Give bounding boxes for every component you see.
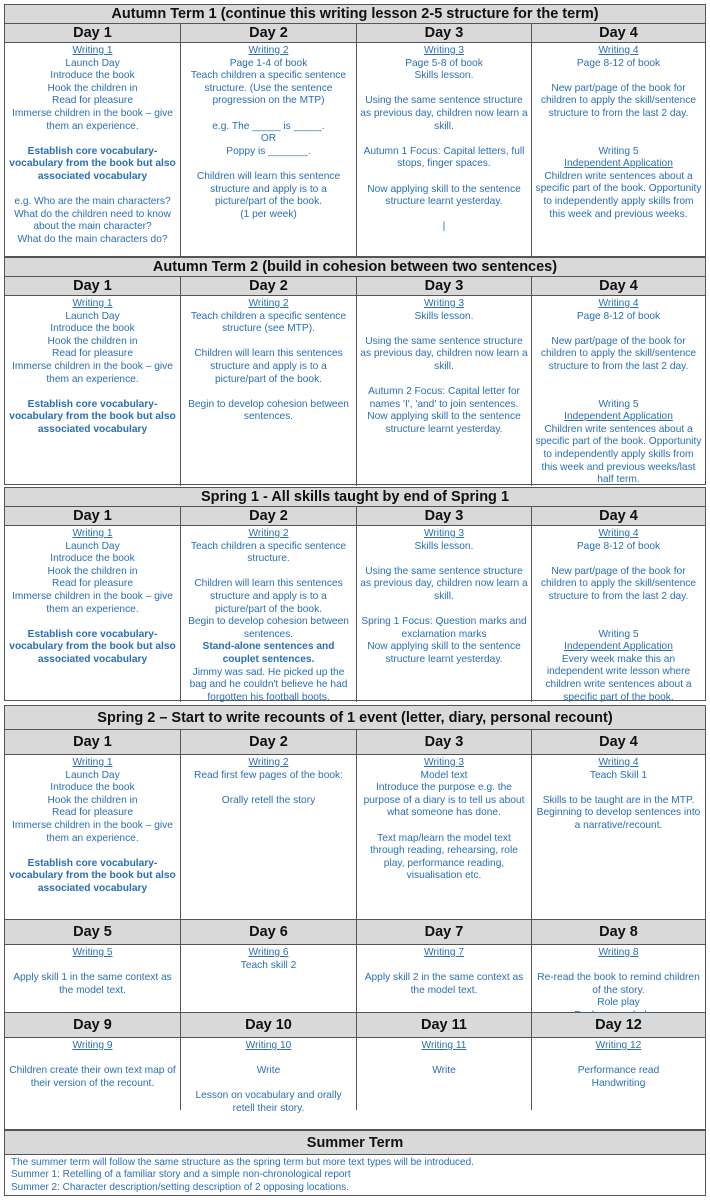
- day-header: Day 2: [181, 277, 357, 296]
- lesson-link[interactable]: Writing 9: [72, 1040, 113, 1051]
- text: Launch Day: [65, 57, 120, 69]
- lesson-cell: [181, 1038, 357, 1114]
- lesson-link[interactable]: Writing 12: [595, 1040, 642, 1051]
- text: Immerse children in the book – give them an experience.: [12, 107, 173, 132]
- text: Hook the children in: [47, 335, 138, 347]
- day-header: Day 2: [181, 24, 357, 43]
- text: Teach Skill 1: [589, 769, 648, 781]
- day-header: Day 3: [357, 507, 532, 526]
- summer-term-table: [4, 1130, 706, 1196]
- text: Introduce the book: [50, 782, 135, 794]
- text: Introduce the book: [50, 70, 135, 82]
- section-title: Autumn Term 1 (continue this writing lesson 2-5 structure for the term): [5, 5, 705, 24]
- text: Introduce the book: [50, 323, 135, 335]
- text: Skills lesson.: [414, 310, 474, 322]
- lesson-cell: [181, 296, 357, 486]
- lesson-link[interactable]: Writing 8: [598, 947, 639, 958]
- summer-description: [5, 1155, 705, 1196]
- text: Introduce the purpose e.g. the purpose of a diary is to tell us about what someone has done.: [363, 782, 525, 819]
- text: Launch Day: [65, 769, 120, 781]
- text: Children will learn this sentences structure and apply is to a picture/part of the book.: [194, 578, 343, 615]
- lesson-cell: [5, 755, 181, 919]
- lesson-link[interactable]: Independent Application: [564, 411, 673, 423]
- text: Teach skill 2: [240, 959, 297, 971]
- section-title: Summer Term: [5, 1131, 705, 1155]
- text: Skills lesson.: [414, 70, 474, 82]
- day-header: Day 7: [357, 920, 532, 945]
- text: Apply skill 2 in the same context as the model text.: [364, 972, 524, 996]
- text: What do the children need to know about the main character?: [14, 208, 171, 233]
- text: Now applying skill to the sentence structure learnt yesterday.: [367, 183, 521, 208]
- lesson-link[interactable]: Writing 5: [72, 947, 113, 958]
- bold-text: Establish core vocabulary-vocabulary from the book but also associated vocabulary: [9, 628, 176, 665]
- text: (1 per week): [240, 208, 297, 220]
- lesson-cell: [532, 43, 705, 257]
- lesson-cell: [181, 945, 357, 1012]
- text: Performance read: [577, 1065, 660, 1077]
- lesson-cell: [181, 526, 357, 702]
- text: The summer term will follow the same structure as the spring term but more text types will be introduced.: [11, 1157, 474, 1168]
- text: Read for pleasure: [52, 578, 133, 590]
- bold-text: Establish core vocabulary-vocabulary from the book but also associated vocabulary: [9, 145, 176, 182]
- text: Teach children a specific sentence structure. (Use the sentence progression on the MTP): [190, 70, 347, 107]
- lesson-cell: [357, 945, 532, 1012]
- day-header: Day 3: [357, 277, 532, 296]
- text: New part/page of the book for children to apply the skill/sentence structure to from the last 2 day.: [540, 82, 697, 119]
- text: Skills to be taught are in the MTP. Beginning to develop sentences into a narrative/recount.: [536, 794, 701, 831]
- day-header: Day 4: [532, 24, 705, 43]
- autumn-term-2-table: [4, 257, 706, 485]
- day-header: Day 2: [181, 507, 357, 526]
- lesson-cell: [5, 945, 181, 1012]
- lesson-link[interactable]: Writing 3: [423, 757, 464, 768]
- lesson-cell: [181, 43, 357, 257]
- lesson-cell: [357, 43, 532, 257]
- text: New part/page of the book for children to apply the skill/sentence structure to from the last 2 day.: [540, 335, 697, 372]
- lesson-link[interactable]: Writing 3: [423, 298, 464, 309]
- text: Lesson on vocabulary and orally retell their story.: [195, 1090, 342, 1114]
- text: Introduce the book: [50, 553, 135, 565]
- day-header: Day 11: [357, 1013, 532, 1038]
- text: Begin to develop cohesion between sentences.: [188, 398, 349, 423]
- text: Hook the children in: [47, 794, 138, 806]
- lesson-link[interactable]: Writing 3: [423, 528, 464, 539]
- lesson-link[interactable]: Writing 4: [598, 298, 639, 309]
- section-title: Spring 1 - All skills taught by end of Spring 1: [5, 488, 705, 507]
- lesson-link[interactable]: Writing 4: [598, 757, 639, 768]
- lesson-cell: [532, 526, 705, 702]
- text: Page 1-4 of book: [229, 57, 308, 69]
- text: Page 5-8 of book: [405, 57, 483, 69]
- text-cursor: |: [442, 221, 446, 233]
- text: Read first few pages of the book:: [194, 769, 343, 781]
- lesson-link[interactable]: Writing 10: [245, 1040, 292, 1051]
- text: OR: [260, 133, 277, 145]
- bold-text: Stand-alone sentences and couplet sentences.: [202, 641, 335, 665]
- section-title: Autumn Term 2 (build in cohesion between two sentences): [5, 258, 705, 277]
- lesson-link[interactable]: Writing 4: [598, 528, 639, 539]
- text: Model text: [420, 769, 468, 781]
- text: Role play: [597, 997, 640, 1009]
- lesson-cell: [357, 755, 532, 919]
- text: Handwriting: [591, 1077, 646, 1089]
- lesson-cell: [532, 1038, 705, 1110]
- day-header: Day 1: [5, 277, 181, 296]
- lesson-cell: [5, 43, 181, 257]
- text: Read for pleasure: [52, 807, 133, 819]
- text: Re-read the book to remind children of the story.: [537, 972, 700, 996]
- text: Children write sentences about a specific part of the book. Opportunity to independently apply skills from this week and previous weeks/last half term.: [535, 423, 702, 486]
- lesson-link[interactable]: Writing 1: [72, 298, 113, 309]
- text: Launch Day: [65, 310, 120, 322]
- text: Page 8-12 of book: [576, 540, 661, 552]
- lesson-link[interactable]: Writing 11: [421, 1040, 467, 1051]
- text: Now applying skill to the sentence structure learnt yesterday.: [367, 641, 521, 665]
- text: Children write sentences about a specific part of the book. Opportunity to independently apply skills from this week and previous weeks.: [535, 170, 702, 220]
- lesson-link[interactable]: Writing 6: [248, 947, 289, 958]
- text: Page 8-12 of book: [576, 57, 661, 69]
- text: Apply skill 1 in the same context as the model text.: [13, 972, 172, 996]
- text: Immerse children in the book – give them an experience.: [12, 819, 173, 844]
- text: Teach children a specific sentence structure.: [190, 540, 347, 565]
- text: Children will learn this sentences structure and apply is to a picture/part of the book.: [194, 348, 343, 385]
- day-header: Day 12: [532, 1013, 705, 1038]
- lesson-link[interactable]: Writing 2: [248, 757, 289, 768]
- text: e.g. Who are the main characters?: [14, 196, 171, 208]
- lesson-link[interactable]: Independent Application: [564, 641, 673, 653]
- text: Teach children a specific sentence structure (see MTP).: [190, 310, 347, 335]
- day-header: Day 4: [532, 507, 705, 526]
- text: Read for pleasure: [52, 95, 133, 107]
- text: Children create their own text map of their version of the recount.: [9, 1065, 176, 1089]
- text: Poppy is _______.: [226, 145, 311, 157]
- text: New part/page of the book for children to apply the skill/sentence structure to from the last 2 day.: [540, 565, 697, 602]
- text: Spring 1 Focus: Question marks and exclamation marks: [361, 616, 527, 640]
- day-header: Day 4: [532, 277, 705, 296]
- lesson-link[interactable]: Writing 4: [598, 45, 639, 56]
- lesson-cell: [357, 526, 532, 702]
- text: Immerse children in the book – give them an experience.: [12, 590, 173, 615]
- lesson-cell: [532, 755, 705, 919]
- text: Immerse children in the book – give them an experience.: [12, 360, 173, 385]
- text: Write: [256, 1065, 281, 1077]
- text: Children will learn this sentence structure and apply is to a picture/part of the book.: [196, 170, 341, 208]
- text: e.g. The _____ is _____.: [212, 120, 325, 132]
- bold-text: Establish core vocabulary-vocabulary from the book but also associated vocabulary: [9, 398, 176, 435]
- text: Autumn 1 Focus: Capital letters, full stops, finger spaces.: [363, 145, 525, 170]
- day-header: Day 6: [181, 920, 357, 945]
- day-header: Day 9: [5, 1013, 181, 1038]
- day-header: Day 1: [5, 24, 181, 43]
- day-header: Day 4: [532, 730, 705, 755]
- lesson-cell: [5, 296, 181, 486]
- lesson-link[interactable]: Writing 2: [248, 298, 289, 309]
- text: Every week make this an independent write lesson where children write sentences about a specific part of the book.: [545, 653, 692, 703]
- lesson-cell: [5, 1038, 181, 1110]
- spring-1-table: [4, 487, 706, 701]
- text: Now applying skill to the sentence structure learnt yesterday.: [367, 411, 521, 435]
- lesson-cell: [181, 755, 357, 919]
- lesson-link[interactable]: Writing 1: [72, 757, 113, 768]
- day-header: Day 2: [181, 730, 357, 755]
- day-header: Day 3: [357, 24, 532, 43]
- lesson-cell: [5, 526, 181, 702]
- autumn-term-1-table: [4, 4, 706, 257]
- text: Hook the children in: [47, 565, 138, 577]
- lesson-cell: [532, 945, 705, 1012]
- lesson-link[interactable]: Writing 3: [423, 45, 464, 56]
- lesson-link[interactable]: Writing 2: [248, 45, 289, 56]
- day-header: Day 1: [5, 730, 181, 755]
- text: Write: [432, 1065, 456, 1077]
- lesson-link[interactable]: Writing 1: [72, 528, 113, 539]
- lesson-cell: [357, 1038, 532, 1110]
- text: Autumn 2 Focus: Capital letter for names 'I', 'and' to join sentences.: [368, 386, 520, 410]
- text: Jimmy was sad. He picked up the bag and he couldn't believe he had forgotten his football boots.: [189, 666, 348, 703]
- text: Using the same sentence structure as previous day, children now learn a skill.: [360, 335, 528, 372]
- section-title: Spring 2 – Start to write recounts of 1 event (letter, diary, personal recount): [5, 706, 705, 730]
- text: Begin to develop cohesion between sentences.: [188, 616, 349, 640]
- text: Read for pleasure: [52, 348, 133, 360]
- day-header: Day 8: [532, 920, 705, 945]
- text: Launch Day: [65, 540, 120, 552]
- day-header: Day 1: [5, 507, 181, 526]
- day-header: Day 10: [181, 1013, 357, 1038]
- text: Hook the children in: [47, 82, 138, 94]
- spring-2-table: [4, 705, 706, 1130]
- text: Writing 5: [598, 145, 639, 157]
- text: What do the main characters do?: [17, 233, 168, 245]
- lesson-link[interactable]: Independent Application: [564, 158, 673, 170]
- text: Using the same sentence structure as previous day, children now learn a skill.: [360, 95, 528, 132]
- day-header: Day 5: [5, 920, 181, 945]
- lesson-cell: [532, 296, 705, 486]
- text: Summer 1: Retelling of a familiar story and a simple non-chronological report: [11, 1169, 351, 1181]
- lesson-link[interactable]: Writing 7: [423, 947, 464, 958]
- text: Text map/learn the model text through reading, rehearsing, role play, performance reading, visualisation etc.: [370, 832, 518, 882]
- lesson-cell: [357, 296, 532, 486]
- text: Summer 2: Character description/setting description of 2 opposing locations.: [11, 1181, 349, 1193]
- lesson-link[interactable]: Writing 2: [248, 528, 289, 539]
- bold-text: Establish core vocabulary-vocabulary from the book but also associated vocabulary: [9, 857, 176, 894]
- text: Writing 5: [598, 628, 639, 640]
- text: Orally retell the story: [221, 794, 316, 806]
- text: Writing 5: [598, 398, 639, 410]
- lesson-link[interactable]: Writing 1: [72, 45, 113, 56]
- text: Using the same sentence structure as previous day, children now learn a skill.: [360, 565, 528, 602]
- text: Page 8-12 of book: [576, 310, 661, 322]
- text: Skills lesson.: [414, 540, 474, 552]
- day-header: Day 3: [357, 730, 532, 755]
